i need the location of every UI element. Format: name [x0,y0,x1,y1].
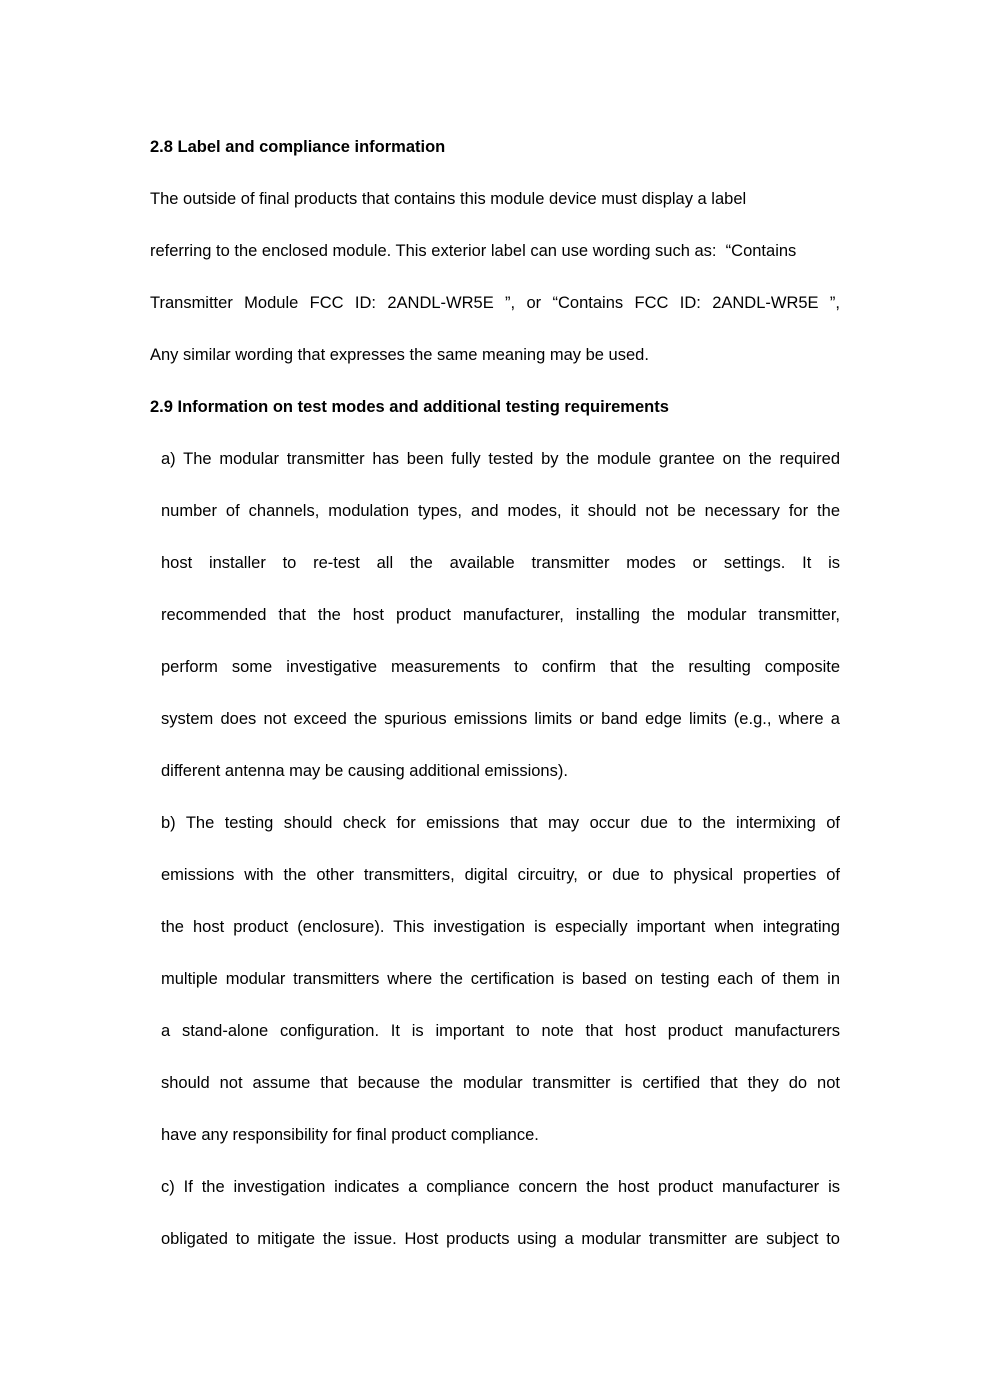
paragraph [150,1161,840,1265]
text-line: Transmitter Module FCC ID: 2ANDL-WR5E ”, or “Contains FCC ID: 2ANDL-WR5E ”, [150,294,840,312]
section-heading: 2.9 Information on test modes and additional testing requirements [150,398,669,416]
text-line: perform some investigative measurements to confirm that the resulting composite [161,658,840,676]
paragraph [150,797,840,1161]
text-line: The outside of final products that contains this module device must display a label [150,190,747,208]
text-line: referring to the enclosed module. This exterior label can use wording such as: “Contains [150,242,797,260]
text-line: number of channels, modulation types, and modes, it should not be necessary for the [161,502,840,520]
text-line: different antenna may be causing additional emissions). [161,762,568,780]
text-line: the host product (enclosure). This investigation is especially important when integrating [161,918,840,936]
paragraph [150,173,840,381]
text-line: emissions with the other transmitters, digital circuitry, or due to physical properties of [161,866,840,884]
text-line: c) If the investigation indicates a compliance concern the host product manufacturer is [161,1178,840,1196]
paragraph [150,433,840,797]
section-heading: 2.8 Label and compliance information [150,138,446,156]
text-line: obligated to mitigate the issue. Host products using a modular transmitter are subject to [161,1230,840,1248]
text-line: host installer to re-test all the available transmitter modes or settings. It is [161,554,840,572]
text-line: Any similar wording that expresses the same meaning may be used. [150,346,649,364]
document-body [150,121,840,1265]
text-line: a) The modular transmitter has been fully tested by the module grantee on the required [161,450,840,468]
text-line: have any responsibility for final product compliance. [161,1126,539,1144]
text-line: multiple modular transmitters where the certification is based on testing each of them in [161,970,840,988]
text-line: a stand-alone configuration. It is important to note that host product manufacturers [161,1022,840,1040]
text-line: recommended that the host product manufacturer, installing the modular transmitter, [161,606,840,624]
text-line: b) The testing should check for emissions that may occur due to the intermixing of [161,814,840,832]
text-line: system does not exceed the spurious emissions limits or band edge limits (e.g., where a [161,710,840,728]
text-line: should not assume that because the modular transmitter is certified that they do not [161,1074,840,1092]
